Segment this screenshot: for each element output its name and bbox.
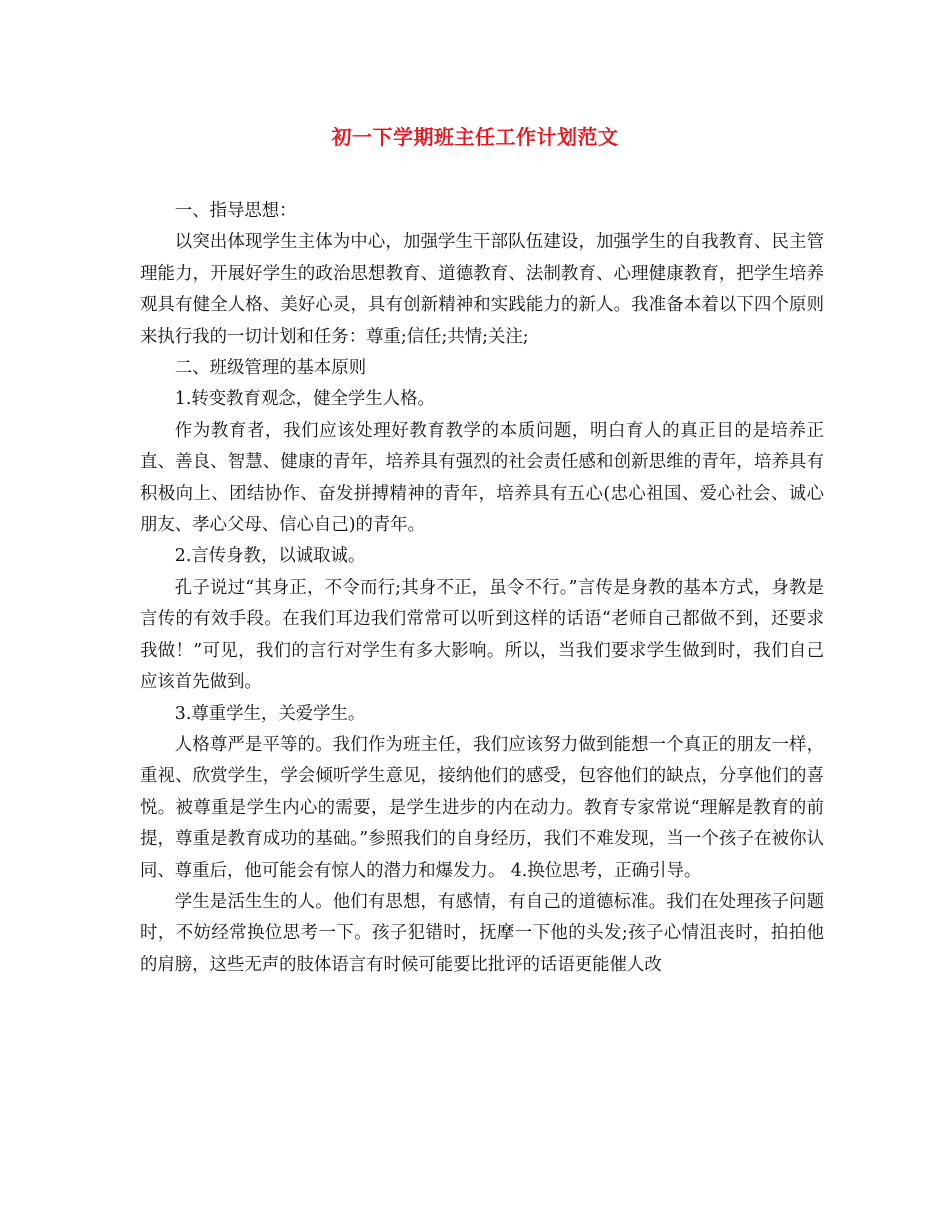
paragraph: 学生是活生生的人。他们有思想，有感情，有自己的道德标准。我们在处理孩子问题时，不妨经常换位思考一下。孩子犯错时，抚摩一下他的头发;孩子心情沮丧时，拍拍他的肩膀，这些无声的肢体语言有时候可能要比批评的话语更能催人改: [140, 891, 824, 975]
paragraph: 作为教育者，我们应该处理好教育教学的本质问题，明白育人的真正目的是培养正直、善良、智慧、健康的青年，培养具有强烈的社会责任感和创新思维的青年，培养具有积极向上、团结协作、奋发拼搏精神的青年，培养具有五心(忠心祖国、爱心社会、诚心朋友、孝心父母、信心自己)的青年。: [140, 420, 824, 536]
subheading-principle-1: 1.转变教育观念，健全学生人格。: [174, 389, 435, 410]
document-title: 初一下学期班主任工作计划范文: [331, 125, 619, 149]
heading-guiding-ideology: 一、指导思想：: [174, 201, 297, 221]
subheading-principle-3: 3.尊重学生，关爱学生。: [174, 703, 366, 724]
paragraph: 以突出体现学生主体为中心，加强学生干部队伍建设，加强学生的自我教育、民主管理能力，开展好学生的政治思想教育、道德教育、法制教育、心理健康教育，把学生培养观具有健全人格、美好心灵，具有创新精神和实践能力的新人。我准备本着以下四个原则来执行我的一切计划和任务：尊重;信任;共情;关注;: [140, 232, 824, 347]
heading-basic-principles: 二、班级管理的基本原则: [174, 358, 367, 379]
paragraph: 人格尊严是平等的。我们作为班主任，我们应该努力做到能想一个真正的朋友一样，重视、欣赏学生，学会倾听学生意见，接纳他们的感受，包容他们的缺点，分享他们的喜悦。被尊重是学生内心的需要，是学生进步的内在动力。教育专家常说“理解是教育的前提，尊重是教育成功的基础。”参照我们的自身经历，我们不难发现，当一个孩子在被你认同、尊重后，他可能会有惊人的潜力和爆发力。 4.换位思考，正确引导。: [140, 734, 824, 881]
subheading-principle-2: 2.言传身教，以诚取诚。: [174, 546, 366, 567]
document-body: [140, 196, 824, 981]
paragraph: 孔子说过“其身正，不令而行;其身不正，虽令不行。”言传是身教的基本方式，身教是言传的有效手段。在我们耳边我们常常可以听到这样的话语“老师自己都做不到，还要求我做！”可见，我们的言行对学生有多大影响。所以，当我们要求学生做到时，我们自己应该首先做到。: [140, 577, 824, 693]
